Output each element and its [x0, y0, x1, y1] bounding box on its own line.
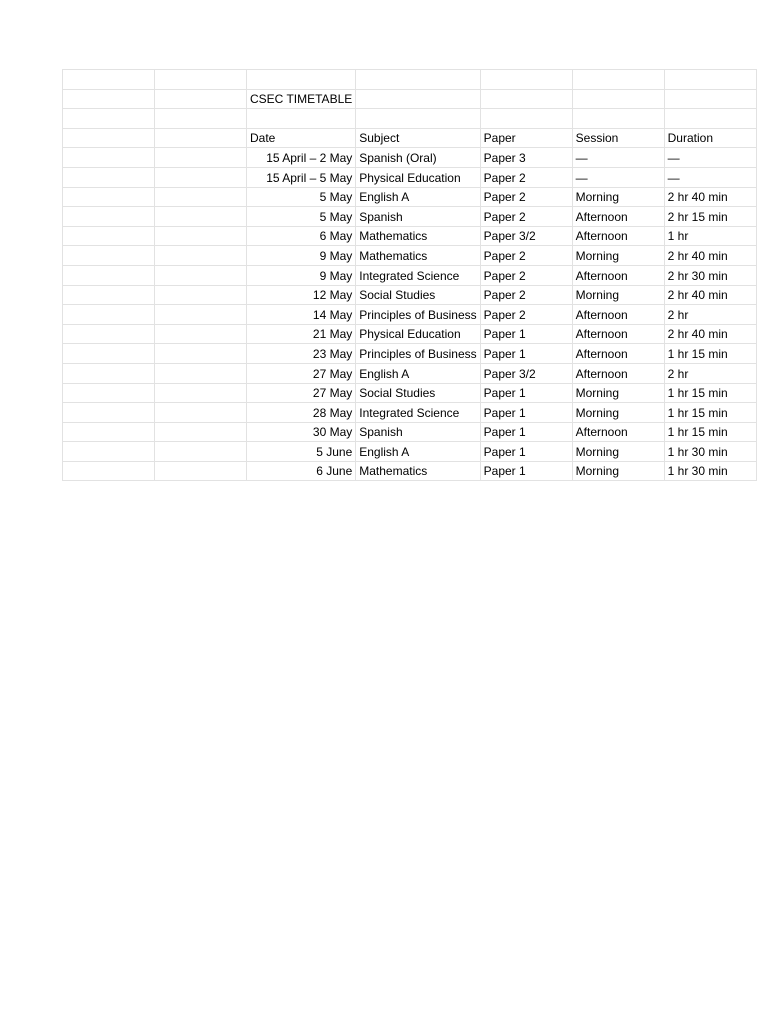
cell-date[interactable]: 27 May	[247, 383, 356, 403]
cell[interactable]	[356, 70, 480, 90]
cell[interactable]	[63, 109, 155, 129]
cell[interactable]	[572, 70, 664, 90]
cell-date[interactable]: 14 May	[247, 305, 356, 325]
cell-subject[interactable]: Spanish	[356, 207, 480, 227]
cell-paper[interactable]: Paper 1	[480, 324, 572, 344]
table-row	[63, 226, 757, 246]
table-row	[63, 363, 757, 383]
cell[interactable]	[247, 109, 356, 129]
cell[interactable]	[155, 363, 247, 383]
table-row	[63, 148, 757, 168]
cell-session[interactable]: Afternoon	[572, 265, 664, 285]
cell-date[interactable]: 5 May	[247, 207, 356, 227]
table-row	[63, 403, 757, 423]
cell-paper[interactable]: Paper 3/2	[480, 363, 572, 383]
table-row	[63, 461, 757, 481]
cell[interactable]	[63, 403, 155, 423]
cell[interactable]	[63, 442, 155, 462]
cell[interactable]	[63, 344, 155, 364]
cell[interactable]	[480, 70, 572, 90]
table-row	[63, 167, 757, 187]
cell-session[interactable]: Morning	[572, 403, 664, 423]
header-date[interactable]: Date	[247, 128, 356, 148]
cell-paper[interactable]: Paper 2	[480, 285, 572, 305]
cell[interactable]	[155, 422, 247, 442]
cell[interactable]	[572, 109, 664, 129]
cell-date[interactable]: 9 May	[247, 246, 356, 266]
header-paper[interactable]: Paper	[480, 128, 572, 148]
cell-subject[interactable]: Spanish	[356, 422, 480, 442]
cell[interactable]	[664, 70, 756, 90]
cell-session[interactable]: Morning	[572, 246, 664, 266]
empty-row	[63, 70, 757, 90]
cell[interactable]	[63, 383, 155, 403]
cell[interactable]	[63, 422, 155, 442]
cell-duration[interactable]: 2 hr	[664, 363, 756, 383]
cell-duration[interactable]: —	[664, 148, 756, 168]
table-row	[63, 305, 757, 325]
cell-paper[interactable]: Paper 1	[480, 442, 572, 462]
cell-date[interactable]: 6 May	[247, 226, 356, 246]
header-row	[63, 128, 757, 148]
cell-subject[interactable]: Integrated Science	[356, 403, 480, 423]
cell-date[interactable]: 27 May	[247, 363, 356, 383]
cell-paper[interactable]: Paper 2	[480, 187, 572, 207]
cell-subject[interactable]: Mathematics	[356, 246, 480, 266]
cell[interactable]	[63, 265, 155, 285]
cell-subject[interactable]: Physical Education	[356, 167, 480, 187]
cell-subject[interactable]: Principles of Business	[356, 305, 480, 325]
cell[interactable]	[63, 305, 155, 325]
cell-session[interactable]: Morning	[572, 442, 664, 462]
timetable-grid	[62, 69, 757, 481]
cell[interactable]	[247, 70, 356, 90]
cell-subject[interactable]: English A	[356, 363, 480, 383]
cell-paper[interactable]: Paper 2	[480, 167, 572, 187]
table-row	[63, 246, 757, 266]
cell-duration[interactable]: 1 hr 30 min	[664, 442, 756, 462]
cell-session[interactable]: Afternoon	[572, 344, 664, 364]
cell-duration[interactable]: 1 hr 15 min	[664, 383, 756, 403]
cell[interactable]	[664, 89, 756, 109]
cell-subject[interactable]: English A	[356, 187, 480, 207]
cell-duration[interactable]: —	[664, 167, 756, 187]
cell-date[interactable]: 12 May	[247, 285, 356, 305]
cell[interactable]	[155, 383, 247, 403]
cell-date[interactable]: 21 May	[247, 324, 356, 344]
cell[interactable]	[155, 128, 247, 148]
cell-duration[interactable]: 1 hr 15 min	[664, 344, 756, 364]
cell-subject[interactable]: Social Studies	[356, 383, 480, 403]
cell-session[interactable]: —	[572, 148, 664, 168]
cell-date[interactable]: 6 June	[247, 461, 356, 481]
cell-date[interactable]: 30 May	[247, 422, 356, 442]
cell[interactable]	[155, 148, 247, 168]
cell-duration[interactable]: 1 hr	[664, 226, 756, 246]
cell-date[interactable]: 23 May	[247, 344, 356, 364]
cell-session[interactable]: Morning	[572, 383, 664, 403]
table-row	[63, 265, 757, 285]
cell-subject[interactable]: Physical Education	[356, 324, 480, 344]
cell-subject[interactable]: Social Studies	[356, 285, 480, 305]
cell-paper[interactable]: Paper 1	[480, 344, 572, 364]
cell-session[interactable]: Afternoon	[572, 226, 664, 246]
cell-paper[interactable]: Paper 2	[480, 207, 572, 227]
cell-duration[interactable]: 1 hr 30 min	[664, 461, 756, 481]
cell-date[interactable]: 5 May	[247, 187, 356, 207]
cell[interactable]	[63, 70, 155, 90]
table-row	[63, 422, 757, 442]
cell-duration[interactable]: 2 hr 40 min	[664, 324, 756, 344]
empty-row	[63, 109, 757, 129]
cell[interactable]	[572, 89, 664, 109]
cell-paper[interactable]: Paper 2	[480, 246, 572, 266]
cell[interactable]	[155, 109, 247, 129]
cell[interactable]	[63, 285, 155, 305]
cell-session[interactable]: Afternoon	[572, 422, 664, 442]
cell-paper[interactable]: Paper 3	[480, 148, 572, 168]
cell-date[interactable]: 28 May	[247, 403, 356, 423]
cell[interactable]	[63, 324, 155, 344]
cell[interactable]	[664, 109, 756, 129]
cell[interactable]	[155, 305, 247, 325]
cell-subject[interactable]: English A	[356, 442, 480, 462]
cell-subject[interactable]: Principles of Business	[356, 344, 480, 364]
header-session[interactable]: Session	[572, 128, 664, 148]
cell[interactable]	[480, 89, 572, 109]
cell-subject[interactable]: Integrated Science	[356, 265, 480, 285]
cell-date[interactable]: 15 April – 5 May	[247, 167, 356, 187]
cell[interactable]	[155, 324, 247, 344]
cell[interactable]	[155, 226, 247, 246]
cell-session[interactable]: Afternoon	[572, 363, 664, 383]
cell-paper[interactable]: Paper 3/2	[480, 226, 572, 246]
cell-paper[interactable]: Paper 2	[480, 305, 572, 325]
cell[interactable]	[155, 442, 247, 462]
cell[interactable]	[63, 207, 155, 227]
cell-paper[interactable]: Paper 2	[480, 265, 572, 285]
cell-duration[interactable]: 2 hr	[664, 305, 756, 325]
table-row	[63, 187, 757, 207]
cell[interactable]	[63, 363, 155, 383]
cell[interactable]	[63, 187, 155, 207]
cell[interactable]	[155, 70, 247, 90]
cell-session[interactable]: Afternoon	[572, 305, 664, 325]
cell[interactable]	[155, 187, 247, 207]
cell[interactable]	[480, 109, 572, 129]
cell-paper[interactable]: Paper 1	[480, 422, 572, 442]
cell-date[interactable]: 9 May	[247, 265, 356, 285]
table-row	[63, 383, 757, 403]
cell[interactable]	[155, 167, 247, 187]
cell-paper[interactable]: Paper 1	[480, 403, 572, 423]
cell-paper[interactable]: Paper 1	[480, 383, 572, 403]
table-row	[63, 324, 757, 344]
cell-session[interactable]: Morning	[572, 461, 664, 481]
cell-duration[interactable]: 2 hr 15 min	[664, 207, 756, 227]
cell-duration[interactable]: 1 hr 15 min	[664, 403, 756, 423]
cell-duration[interactable]: 2 hr 30 min	[664, 265, 756, 285]
cell[interactable]	[356, 89, 480, 109]
cell-duration[interactable]: 2 hr 40 min	[664, 285, 756, 305]
cell[interactable]	[63, 246, 155, 266]
cell-session[interactable]: Afternoon	[572, 207, 664, 227]
timetable-body	[63, 70, 757, 481]
cell-subject[interactable]: Mathematics	[356, 226, 480, 246]
cell[interactable]	[155, 403, 247, 423]
cell-duration[interactable]: 2 hr 40 min	[664, 246, 756, 266]
cell[interactable]	[63, 461, 155, 481]
cell[interactable]	[63, 89, 155, 109]
cell[interactable]	[63, 128, 155, 148]
cell[interactable]	[63, 226, 155, 246]
cell-session[interactable]: Afternoon	[572, 324, 664, 344]
cell-duration[interactable]: 2 hr 40 min	[664, 187, 756, 207]
cell[interactable]	[155, 265, 247, 285]
title-row	[63, 89, 757, 109]
cell[interactable]	[155, 461, 247, 481]
cell[interactable]	[155, 207, 247, 227]
cell[interactable]	[63, 167, 155, 187]
header-subject[interactable]: Subject	[356, 128, 480, 148]
cell[interactable]	[155, 285, 247, 305]
cell-paper[interactable]: Paper 1	[480, 461, 572, 481]
cell-date[interactable]: 15 April – 2 May	[247, 148, 356, 168]
cell-session[interactable]: Morning	[572, 285, 664, 305]
cell-subject[interactable]: Spanish (Oral)	[356, 148, 480, 168]
cell[interactable]	[155, 89, 247, 109]
cell-date[interactable]: 5 June	[247, 442, 356, 462]
cell[interactable]	[356, 109, 480, 129]
cell[interactable]	[155, 344, 247, 364]
cell-session[interactable]: Morning	[572, 187, 664, 207]
cell[interactable]	[155, 246, 247, 266]
table-row	[63, 442, 757, 462]
cell-session[interactable]: —	[572, 167, 664, 187]
table-row	[63, 207, 757, 227]
timetable-title[interactable]: CSEC TIMETABLE	[247, 89, 356, 109]
cell[interactable]	[63, 148, 155, 168]
table-row	[63, 344, 757, 364]
table-row	[63, 285, 757, 305]
cell-duration[interactable]: 1 hr 15 min	[664, 422, 756, 442]
cell-subject[interactable]: Mathematics	[356, 461, 480, 481]
header-duration[interactable]: Duration	[664, 128, 756, 148]
